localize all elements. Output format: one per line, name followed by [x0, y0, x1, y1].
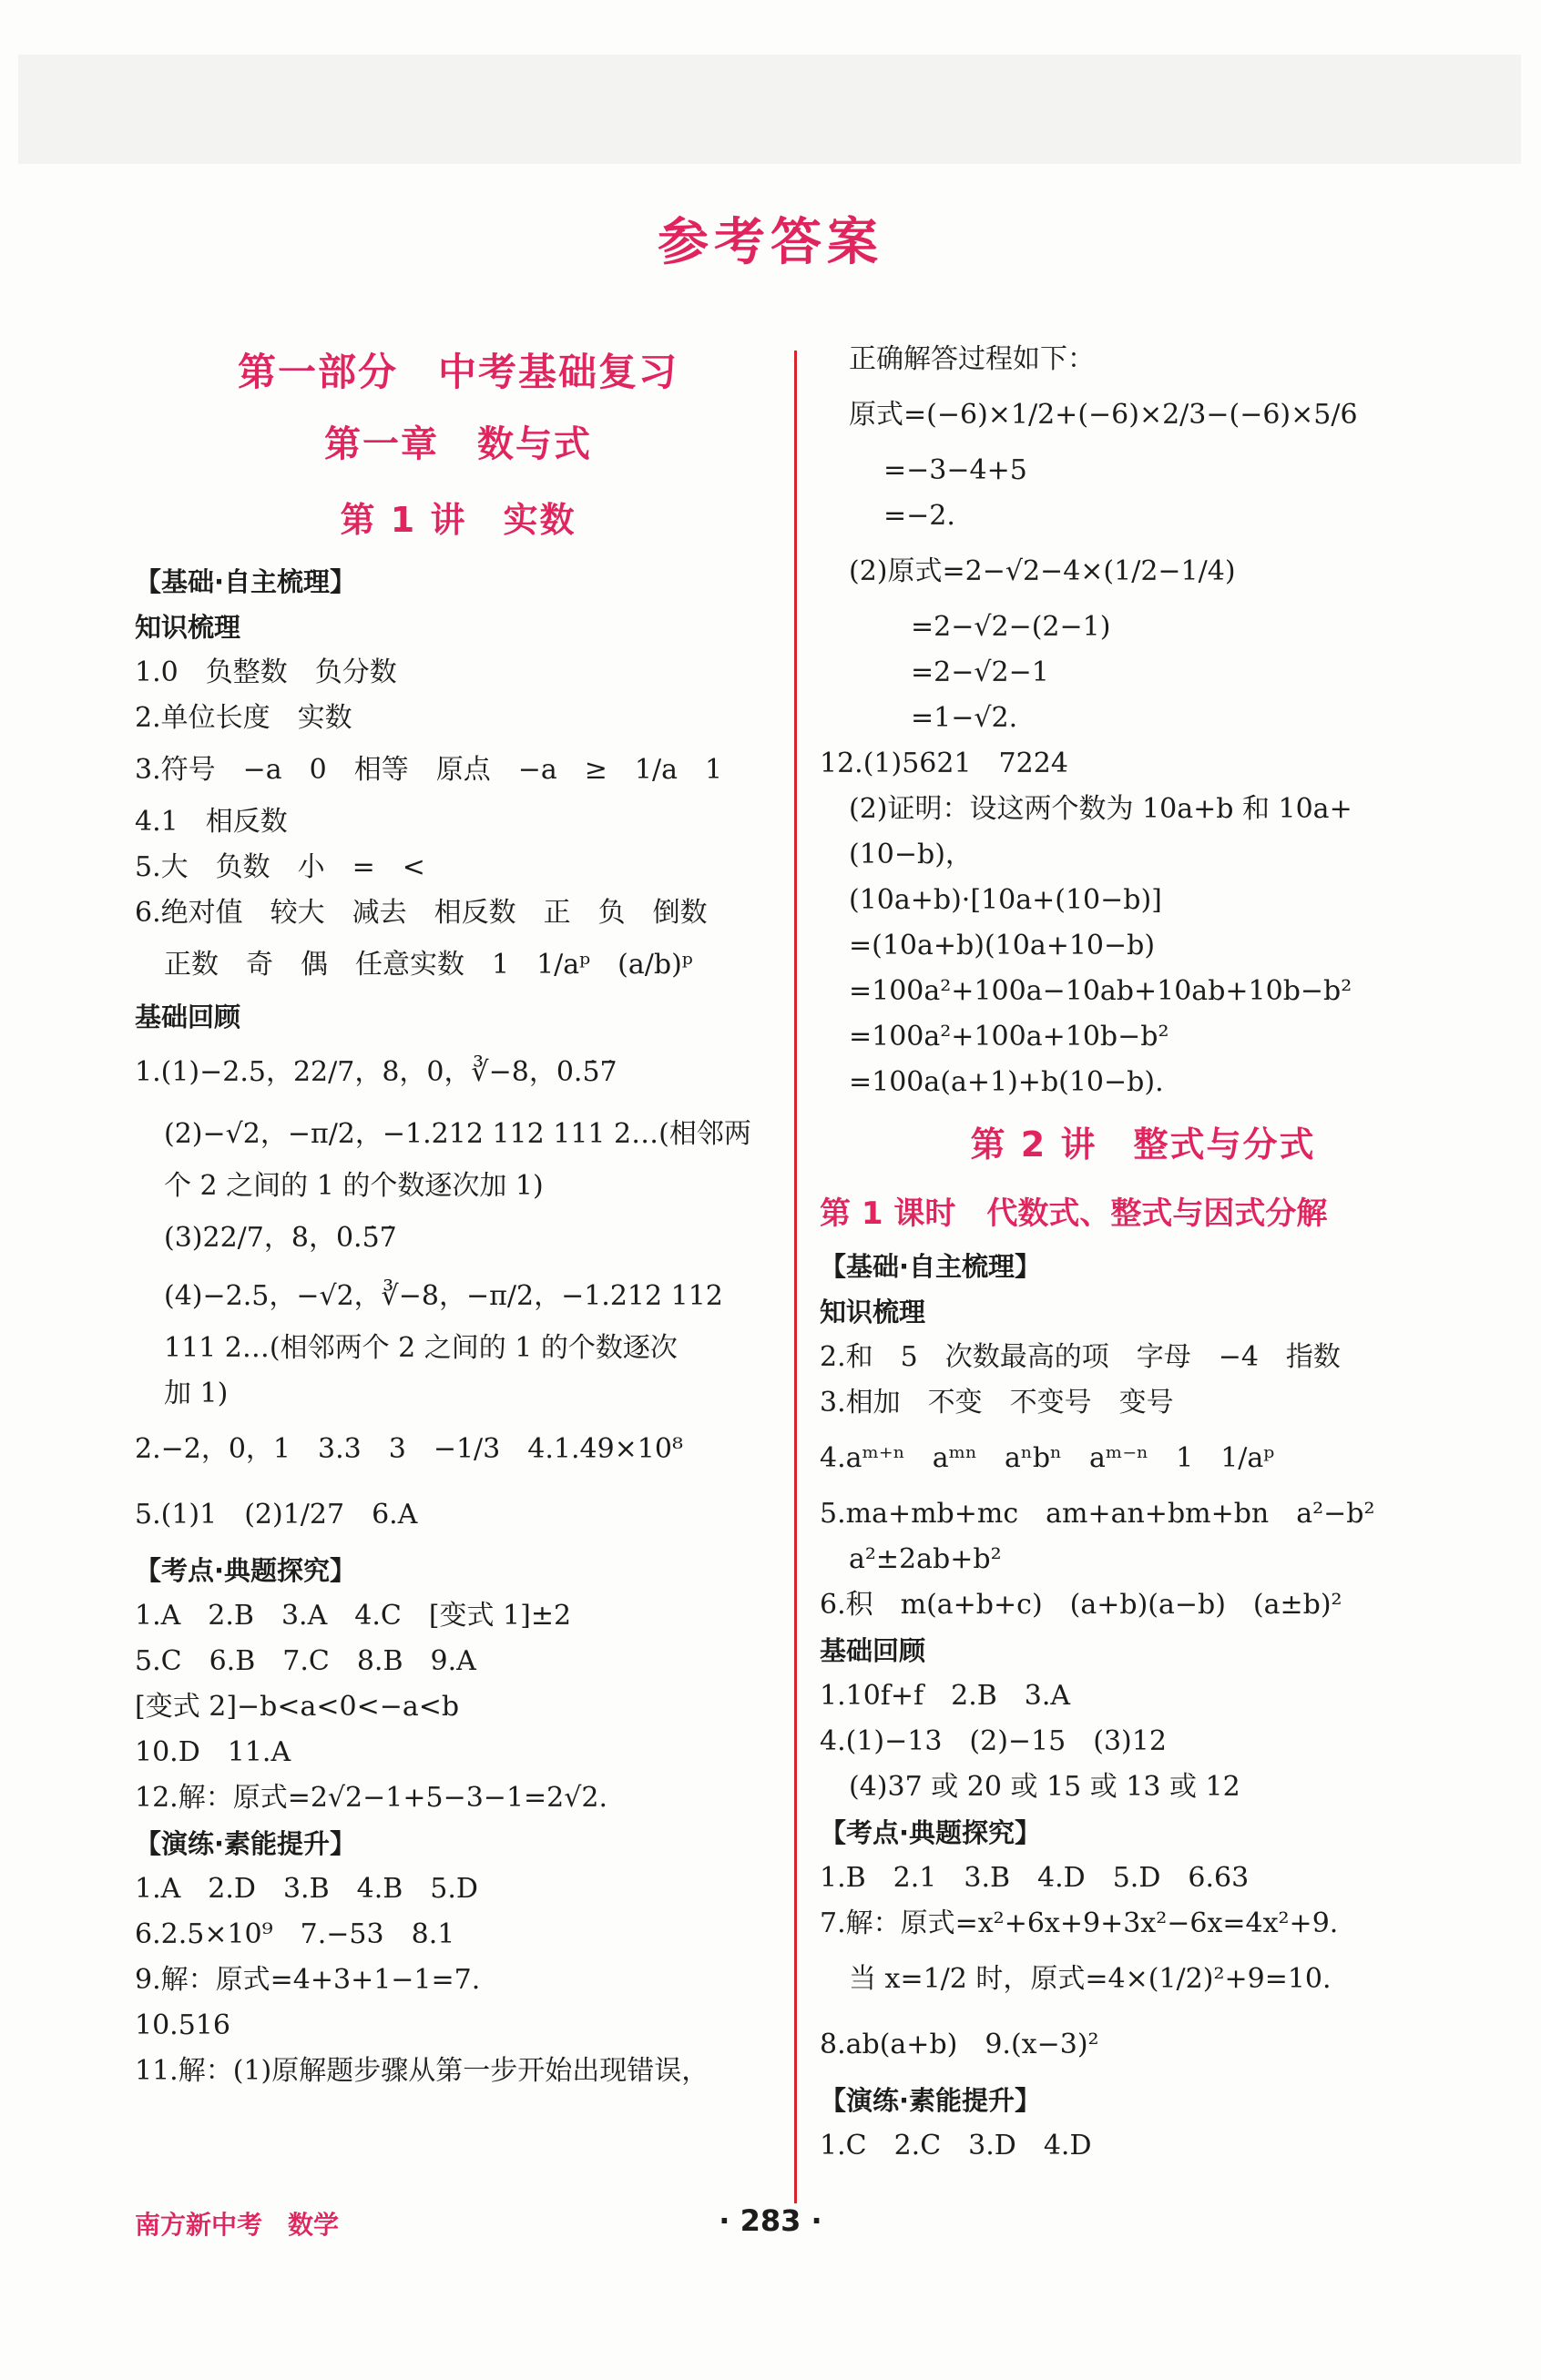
answer-line: =−2.	[883, 500, 955, 532]
lecture-heading: 第 2 讲 整式与分式	[970, 1124, 1316, 1165]
section-heading: 【基础·自主梳理】	[820, 1251, 1042, 1282]
answer-line: 10.D 11.A	[135, 1736, 291, 1768]
answer-line: =(10a+b)(10a+10−b)	[849, 930, 1156, 961]
column-divider	[794, 351, 797, 2203]
chapter-heading: 第一章 数与式	[324, 423, 592, 465]
answer-line: =−3−4+5	[883, 454, 1027, 486]
answer-line: 2.和 5 次数最高的项 字母 −4 指数	[820, 1341, 1341, 1373]
page-title: 参考答案	[658, 213, 883, 272]
answer-line: (4)37 或 20 或 15 或 13 或 12	[849, 1771, 1240, 1803]
answer-line: 10.516	[135, 2009, 230, 2041]
answer-line: 5.大 负数 小 = <	[135, 851, 425, 883]
answer-line: 6.2.5×10⁹ 7.−53 8.1	[135, 1918, 455, 1950]
answer-line: 11.解：(1)原解题步骤从第一步开始出现错误，	[135, 2055, 709, 2087]
answer-line: 加 1)	[164, 1378, 229, 1409]
answer-line: (3)22/7，8，0.5̇7̇	[164, 1222, 397, 1254]
answer-line: =100a(a+1)+b(10−b).	[849, 1066, 1164, 1098]
answer-line: 1.B 2.1 3.B 4.D 5.D 6.63	[820, 1862, 1250, 1894]
answer-line: (4)−2.5，−√2，∛−8，−π/2，−1.212 112	[164, 1280, 723, 1312]
answer-line: 12.解：原式=2√2−1+5−3−1=2√2.	[135, 1782, 607, 1814]
answer-line: 2.单位长度 实数	[135, 702, 352, 734]
answer-line: 2.−2，0，1 3.3 3 −1/3 4.1.49×10⁸	[135, 1433, 683, 1465]
part-heading: 第一部分 中考基础复习	[237, 350, 679, 394]
lesson-heading: 第 1 课时 代数式、整式与因式分解	[820, 1195, 1328, 1232]
answer-line: (2)原式=2−√2−4×(1/2−1/4)	[849, 555, 1236, 587]
answer-line: (10a+b)·[10a+(10−b)]	[849, 884, 1162, 916]
answer-line: 6.积 m(a+b+c) (a+b)(a−b) (a±b)²	[820, 1589, 1342, 1621]
footer-book-title: 南方新中考 数学	[135, 2210, 340, 2240]
answer-line: 9.解：原式=4+3+1−1=7.	[135, 1964, 481, 1996]
section-heading: 【基础·自主梳理】	[135, 566, 357, 597]
left-column	[135, 337, 781, 2094]
answer-line: 6.绝对值 较大 减去 相反数 正 负 倒数	[135, 897, 708, 929]
answer-line: =100a²+100a−10ab+10ab+10b−b²	[849, 975, 1352, 1007]
answer-line: 正数 奇 偶 任意实数 1 1/aᵖ (a/b)ᵖ	[164, 949, 693, 981]
answer-line: 3.符号 −a 0 相等 原点 −a ≥ 1/a 1	[135, 754, 723, 786]
answer-line: 当 x=1/2 时，原式=4×(1/2)²+9=10.	[849, 1963, 1332, 1995]
answer-line: (10−b)，	[849, 839, 973, 870]
answer-line: 5.C 6.B 7.C 8.B 9.A	[135, 1645, 476, 1677]
answer-line: 8.ab(a+b) 9.(x−3)²	[820, 2029, 1099, 2060]
section-heading: 【演练·素能提升】	[820, 2085, 1042, 2116]
answer-line: 4.(1)−13 (2)−15 (3)12	[820, 1725, 1167, 1757]
answer-line: =100a²+100a+10b−b²	[849, 1021, 1169, 1053]
answer-line: 个 2 之间的 1 的个数逐次加 1)	[164, 1170, 544, 1202]
answer-line: 5.(1)1 (2)1/27 6.A	[135, 1499, 418, 1531]
header-band	[18, 55, 1521, 164]
answer-line: 4.1 相反数	[135, 806, 288, 838]
answer-line: 3.相加 不变 不变号 变号	[820, 1387, 1174, 1419]
section-heading: 基础回顾	[135, 1002, 241, 1032]
lecture-heading: 第 1 讲 实数	[340, 500, 577, 540]
answer-line: 1.A 2.D 3.B 4.B 5.D	[135, 1873, 478, 1905]
answer-line: 1.0 负整数 负分数	[135, 656, 397, 688]
section-heading: 【演练·素能提升】	[135, 1828, 357, 1859]
page-number: · 283 ·	[719, 2203, 822, 2238]
section-heading: 知识梳理	[135, 612, 241, 643]
answer-line: (2)证明：设这两个数为 10a+b 和 10a+	[849, 793, 1352, 825]
answer-line: =1−√2.	[883, 702, 1018, 734]
answer-line: 12.(1)5621 7224	[820, 748, 1068, 779]
answer-line: 原式=(−6)×1/2+(−6)×2/3−(−6)×5/6	[849, 399, 1358, 431]
section-heading: 知识梳理	[820, 1297, 926, 1327]
section-heading: 【考点·典题探究】	[820, 1817, 1042, 1848]
answer-line: [变式 2]−b<a<0<−a<b	[135, 1691, 460, 1723]
answer-line: (2)−√2，−π/2，−1.212 112 111 2…(相邻两	[164, 1118, 751, 1150]
section-heading: 【考点·典题探究】	[135, 1555, 357, 1586]
answer-line: 正确解答过程如下：	[849, 343, 1095, 375]
answer-line: =2−√2−(2−1)	[883, 611, 1111, 643]
answer-line: 111 2…(相邻两个 2 之间的 1 的个数逐次	[164, 1332, 678, 1364]
answer-line: 1.A 2.B 3.A 4.C [变式 1]±2	[135, 1600, 572, 1632]
answer-line: a²±2ab+b²	[849, 1543, 1002, 1575]
answer-line: 1.10f+f 2.B 3.A	[820, 1680, 1071, 1712]
answer-line: =2−√2−1	[883, 656, 1049, 688]
answer-line: 5.ma+mb+mc am+an+bm+bn a²−b²	[820, 1498, 1375, 1530]
answer-line: 7.解：原式=x²+6x+9+3x²−6x=4x²+9.	[820, 1907, 1339, 1939]
answer-line: 1.(1)−2.5，22/7，8，0，∛−8，0.5̇7̇	[135, 1056, 617, 1088]
answer-line: 1.C 2.C 3.D 4.D	[820, 2130, 1092, 2161]
right-column	[820, 337, 1466, 2169]
section-heading: 基础回顾	[820, 1635, 926, 1666]
answer-line: 4.aᵐ⁺ⁿ aᵐⁿ aⁿbⁿ aᵐ⁻ⁿ 1 1/aᵖ	[820, 1442, 1275, 1474]
